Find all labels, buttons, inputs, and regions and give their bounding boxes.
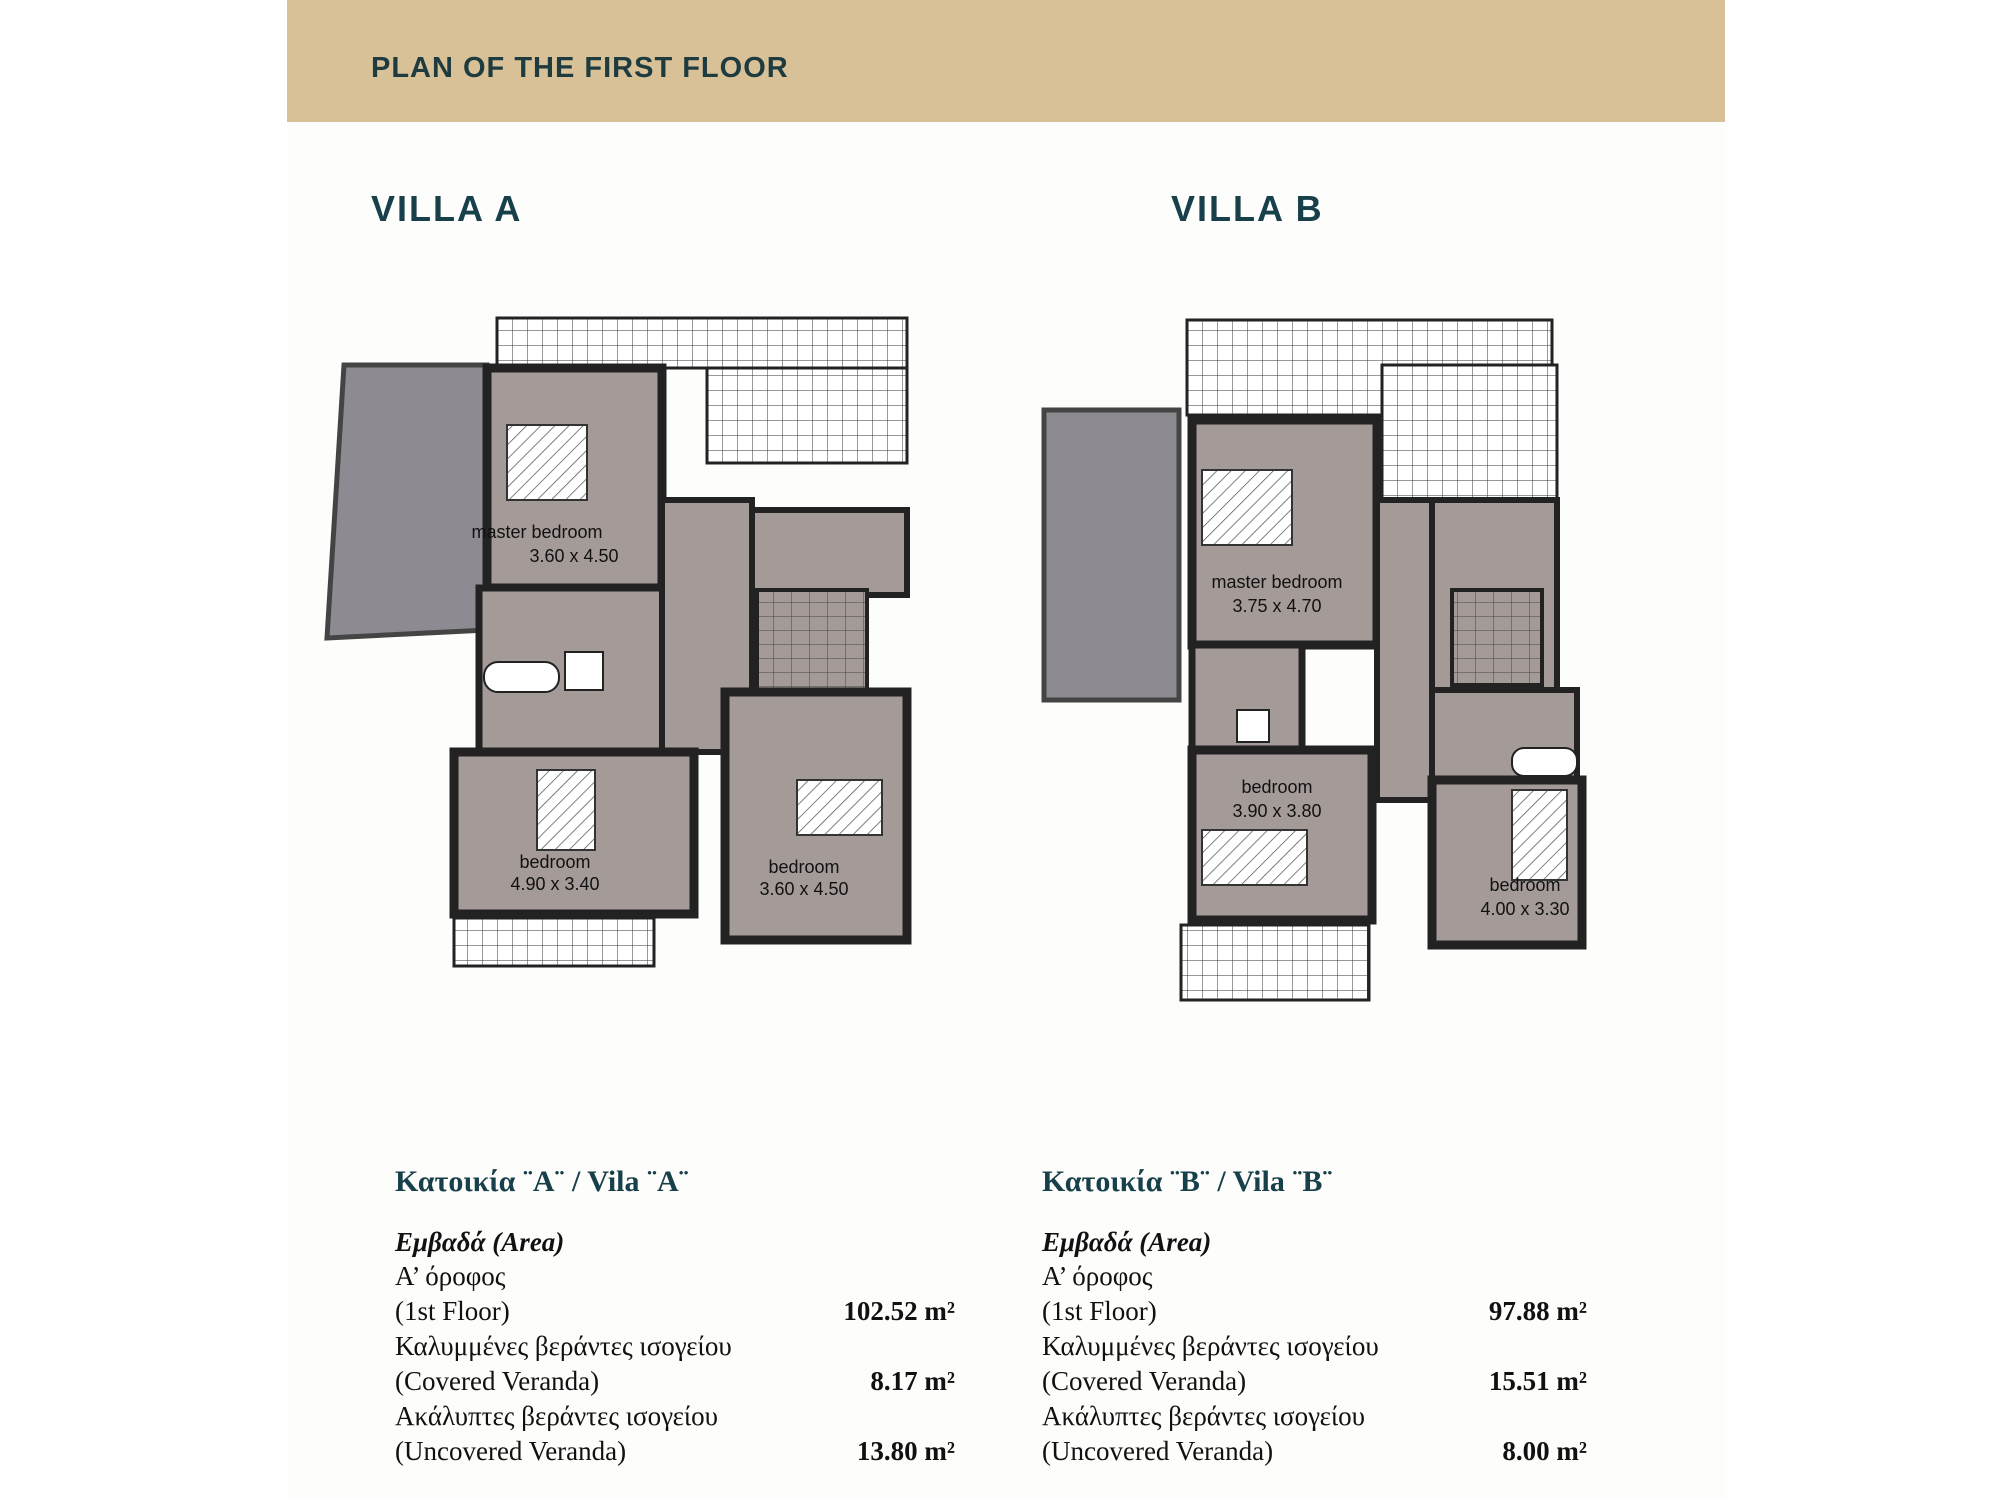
area-row [1042,1259,1587,1294]
room-dims: 3.60 x 4.50 [759,879,849,899]
room-dims: 3.60 x 4.50 [529,546,619,566]
area-row-label: (1st Floor) [1042,1296,1157,1326]
area-label: Εμβαδά (Area) [1042,1227,1212,1257]
bottom-veranda [1181,925,1369,1000]
brochure-page [287,0,1725,1500]
area-row-label: (Covered Veranda) [1042,1366,1247,1396]
room-name: bedroom [1489,875,1561,895]
area-row-value: 8.00 m² [1502,1436,1587,1466]
area-row-label: Καλυμμένες βεράντες ισογείου [395,1331,732,1361]
area-row [395,1329,955,1364]
area-row [1042,1399,1587,1434]
area-row-value: 13.80 m² [856,1436,955,1466]
bed-icon [1202,830,1307,885]
staircase [757,590,867,690]
room-name: bedroom [519,852,591,872]
area-row [1042,1294,1587,1329]
area-row [395,1399,955,1434]
villa-b-heading: Κατοικία ¨B¨ / Vila ¨B¨ [1042,1165,1333,1198]
area-row [1042,1434,1587,1469]
area-row-label: (Uncovered Veranda) [395,1436,627,1466]
area-row-label: (Uncovered Veranda) [1042,1436,1274,1466]
upper-right-veranda [707,368,907,463]
shower-icon [565,652,603,690]
area-row-value: 15.51 m² [1488,1366,1587,1396]
bed-icon [797,780,882,835]
room-name: master bedroom [1211,572,1343,592]
area-row-label: (Covered Veranda) [395,1366,600,1396]
area-row-label: A’ όροφος [1042,1261,1153,1291]
page-title: PLAN OF THE FIRST FLOOR [371,52,789,84]
area-row-value: 8.17 m² [870,1366,955,1396]
bathtub-icon [1512,748,1577,776]
area-row [395,1364,955,1399]
villa-a-area-table [395,1165,955,1469]
area-row [395,1294,955,1329]
villa-b-title: VILLA B [1171,188,1324,229]
area-row [1042,1364,1587,1399]
area-row-value: 97.88 m² [1488,1296,1587,1326]
villa-a-heading: Κατοικία ¨A¨ / Vila ¨A¨ [395,1165,689,1198]
bottom-veranda [454,918,654,966]
room-dims: 3.90 x 3.80 [1232,801,1322,821]
area-row-label: Ακάλυπτες βεράντες ισογείου [1042,1401,1366,1431]
villa-a-title: VILLA A [371,188,523,229]
room-dims: 3.75 x 4.70 [1232,596,1322,616]
service-area [752,510,907,595]
shower-icon [1237,710,1269,742]
area-row [395,1259,955,1294]
room-dims: 4.90 x 3.40 [510,874,600,894]
area-row-label: A’ όροφος [395,1261,506,1291]
villa-b-walls [1044,320,1582,1000]
villa-b-area-table [1042,1165,1587,1469]
villa-a-floor-plan [287,0,1725,1060]
side-terrace [327,365,487,638]
room-name: bedroom [768,857,840,877]
area-row [395,1434,955,1469]
bed-icon [537,770,595,850]
room-dims: 4.00 x 3.30 [1480,899,1570,919]
room-name: bedroom [1241,777,1313,797]
top-veranda [497,318,907,368]
bed-icon [1512,790,1567,880]
side-terrace [1044,410,1179,700]
bathtub-icon [484,662,559,692]
bed-icon [1202,470,1292,545]
bed-icon [507,425,587,500]
area-row-label: Καλυμμένες βεράντες ισογείου [1042,1331,1379,1361]
area-label: Εμβαδά (Area) [395,1227,565,1257]
area-row [1042,1329,1587,1364]
area-row-label: (1st Floor) [395,1296,510,1326]
corridor [1377,500,1432,800]
staircase [1452,590,1542,685]
area-row-label: Ακάλυπτες βεράντες ισογείου [395,1401,719,1431]
upper-right-veranda [1382,365,1557,500]
room-name: master bedroom [471,522,603,542]
area-row-value: 102.52 m² [843,1296,955,1326]
